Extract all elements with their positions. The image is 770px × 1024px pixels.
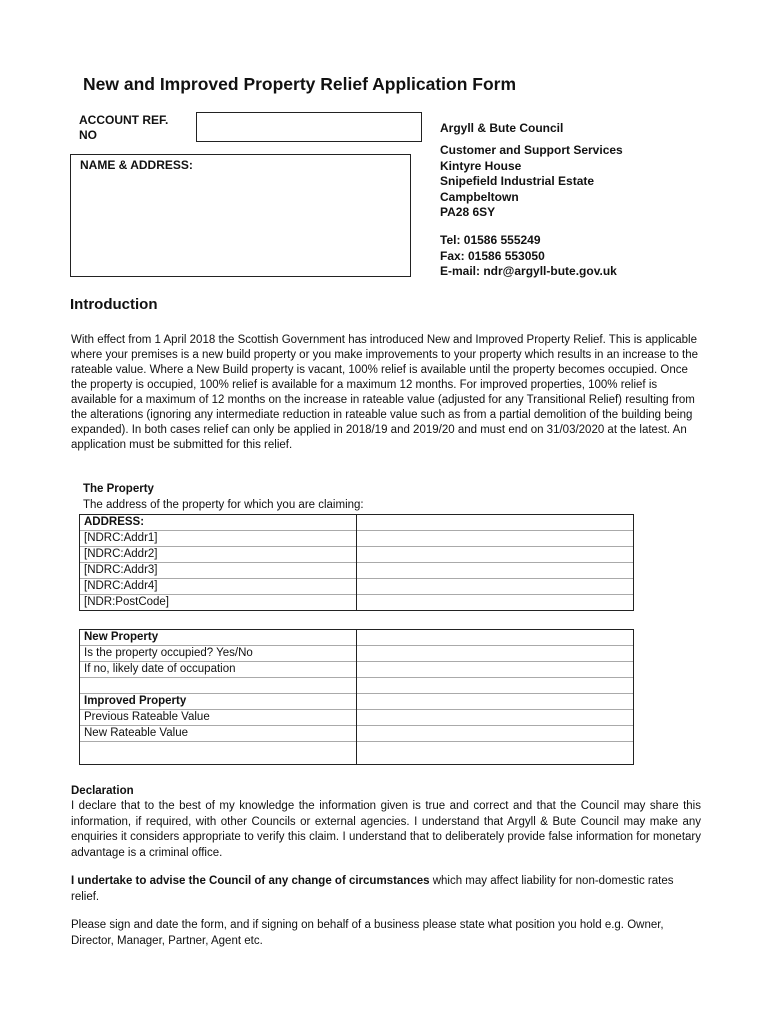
address-value-cell[interactable] (357, 579, 634, 595)
property-subtext: The address of the property for which you are claiming: (83, 499, 364, 511)
answer-cell[interactable] (357, 742, 634, 765)
council-address-line: Customer and Support Services (440, 143, 623, 157)
council-address-line: Kintyre House (440, 158, 522, 173)
postcode-line: [NDR:PostCode] (80, 595, 357, 611)
address-value-cell[interactable] (357, 547, 634, 563)
declaration-heading: Declaration (71, 785, 134, 797)
introduction-heading: Introduction (70, 296, 158, 313)
occupied-question: Is the property occupied? Yes/No (80, 646, 357, 662)
blank-row (80, 742, 357, 765)
previous-rateable-value-cell[interactable] (357, 710, 634, 726)
answer-cell[interactable] (357, 678, 634, 694)
new-improved-table (79, 629, 634, 765)
council-email: E-mail: ndr@argyll-bute.gov.uk (440, 264, 617, 278)
undertake-statement (71, 874, 701, 905)
declaration-body: I declare that to the best of my knowledge the information given is true and correct and that the Council may share this information, if required, with other Councils or external agencies. I understand that Argyll & Bute Council may make any enquiries it considers appropriate to verify this claim. I understand that to deliberately provide false information for monetary advantage is a criminal office. (71, 800, 701, 859)
address-value-cell[interactable] (357, 563, 634, 579)
property-heading: The Property (83, 483, 154, 495)
address-line: [NDRC:Addr1] (80, 531, 357, 547)
address-value-cell[interactable] (357, 595, 634, 611)
sign-instructions: Please sign and date the form, and if signing on behalf of a business please state what position you hold e.g. Owner, Director, Manager, Partner, Agent etc. (71, 919, 664, 947)
council-fax: Fax: 01586 553050 (440, 248, 545, 263)
answer-cell[interactable] (357, 694, 634, 710)
council-address (440, 143, 623, 221)
address-value-cell[interactable] (357, 531, 634, 547)
account-ref-field[interactable] (196, 112, 422, 142)
improved-property-heading: Improved Property (80, 694, 357, 710)
address-label: ADDRESS: (80, 515, 357, 531)
address-value-cell[interactable] (357, 515, 634, 531)
property-address-table (79, 514, 634, 611)
new-property-heading: New Property (80, 630, 357, 646)
council-address-line: Snipefield Industrial Estate (440, 174, 595, 188)
occupied-answer-cell[interactable] (357, 646, 634, 662)
occupation-date-label: If no, likely date of occupation (80, 662, 357, 678)
address-line: [NDRC:Addr2] (80, 547, 357, 563)
previous-rateable-value-label: Previous Rateable Value (80, 710, 357, 726)
address-line: [NDRC:Addr3] (80, 563, 357, 579)
name-address-label: NAME & ADDRESS: (80, 158, 193, 172)
council-tel: Tel: 01586 555249 (440, 233, 541, 247)
name-address-field[interactable] (70, 154, 411, 277)
introduction-body: With effect from 1 April 2018 the Scottish Government has introduced New and Improved Property Relief. This is applicable where your premises is a new build property or you make improvements to your property which results in an increase to the rateable value. Where a New Build property is vacant, 100% relief is available until the property becomes occupied. Once the property is occupied, 100% relief is available for a maximum 12 months. For improved properties, 100% relief is available for a maximum of 12 months on the increase in rateable value (adjusted for any Transitional Relief) resulting from the alterations (ignoring any intermediate reduction in rateable value such as from a partial demolition of the building being expanded). In both cases relief can only be applied in 2018/19 and 2019/20 and must end on 31/03/2020 at the latest. An application must be submitted for this relief. (71, 334, 699, 451)
answer-cell[interactable] (357, 630, 634, 646)
new-rateable-value-cell[interactable] (357, 726, 634, 742)
undertake-bold-text: I undertake to advise the Council of any change of circumstances (71, 875, 430, 887)
council-address-line: PA28 6SY (440, 205, 496, 219)
undertake-rest-text: which may affect liability for non-domestic rates relief. (71, 875, 674, 903)
account-ref-label: ACCOUNT REF. NO (79, 113, 169, 142)
council-name: Argyll & Bute Council (440, 121, 564, 135)
blank-row (80, 678, 357, 694)
form-title: New and Improved Property Relief Application Form (83, 74, 517, 94)
council-contact (440, 233, 617, 280)
new-rateable-value-label: New Rateable Value (80, 726, 357, 742)
address-line: [NDRC:Addr4] (80, 579, 357, 595)
occupation-date-cell[interactable] (357, 662, 634, 678)
council-address-line: Campbeltown (440, 189, 519, 204)
